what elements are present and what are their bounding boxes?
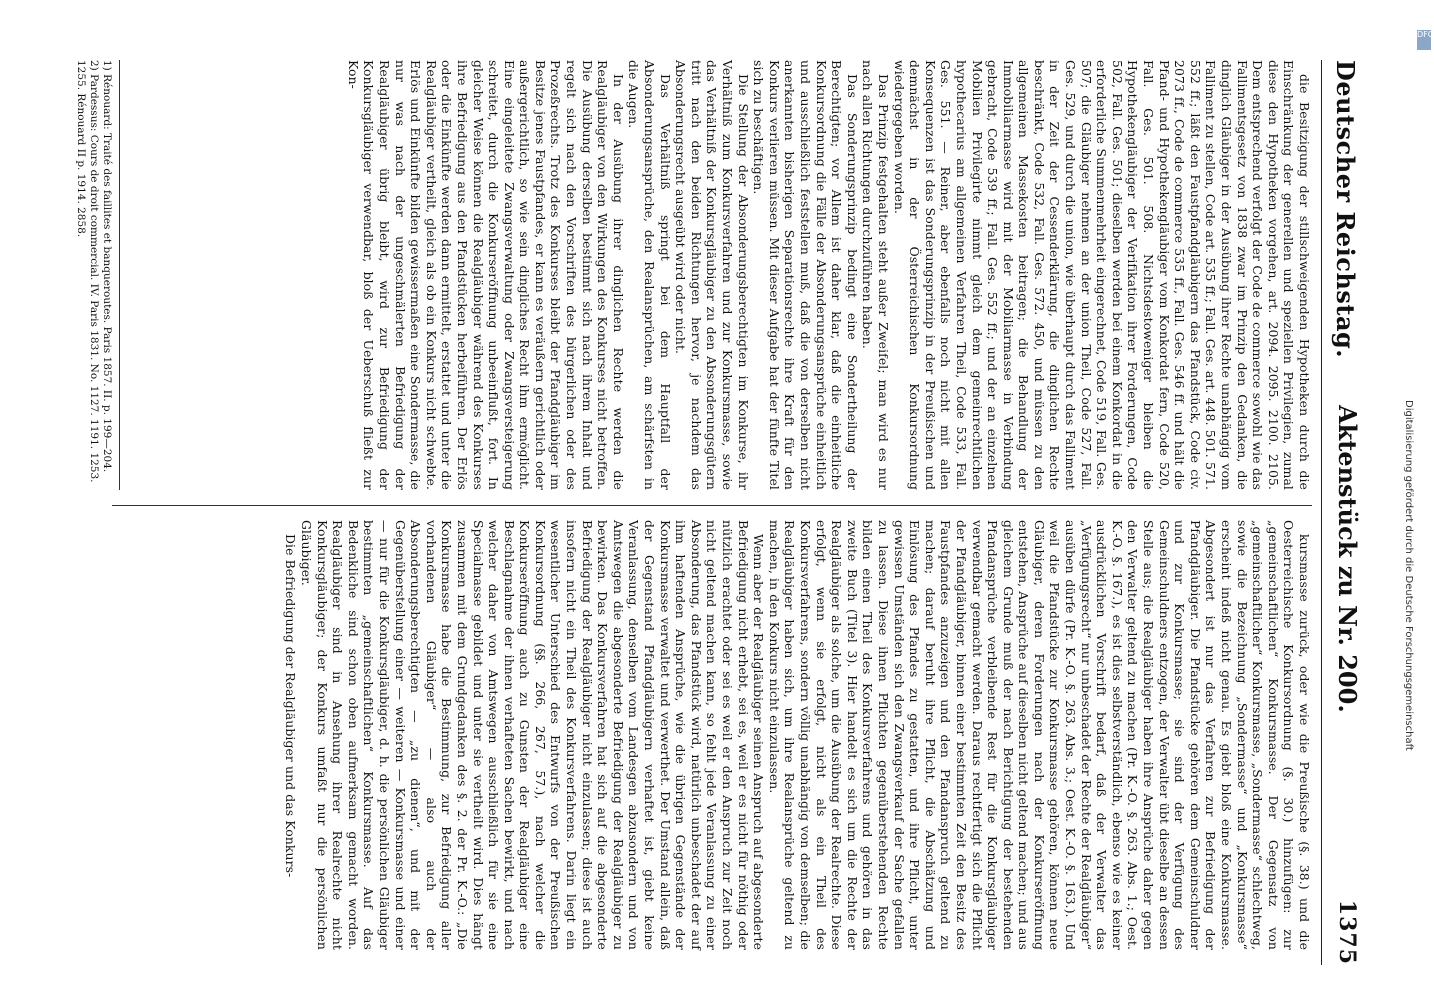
left-text-column: [345, 60, 1312, 490]
footnote: 1) Rénouard: Traité des faillites et banqueroutes. Paris 1857. II. p. 199—204.: [101, 60, 113, 473]
header-document-title: Aktenstück zu Nr. 200.: [1333, 405, 1362, 713]
paragraph: die Besitzigung der stillschweigenden Hypotheken durch die Einschränkung der generellen und speziellen Privilegien, zumal diese den Hypotheken vorgehen, art. 2094. 2095. 2100. 2105. Dem entsprechend verfolgt der Code de commerce sowohl wie das Fallimentsgesetz von 1838 zwar im Prinzip den Gedanken, die dinglich Gläubiger in der Ausübung ihrer Rechte unabhängig vom Falliment zu stellen, Code art. 535 ff.; Fall. Ges. art. 448. 501. 571. 552 ff.; läßt den Faustpfandgläubigern das Pfandstück, Code civ. 2073 ff., Code de commerce 535 ff., Fall. Ges. 546 ff. und hält die Pfand- und Hypothekengläubiger vom Konkordat fern, Code 520, Fall. Ges. 501. 508. Nichtsdestoweniger bleiben die Hypothekengläubiger der Verifikation ihrer Forderungen, Code 502, Fall. Ges. 501; dieselben werden bei einem Konkordat in die erforderliche Summenmehrheit eingerechnet, Code 519, Fall. Ges. 507; die Gläubiger nehmen an der union Theil, Code 527, Fall. Ges. 529, und durch die union, wie überhaupt durch das Falliment in der Zeit der Cessenderklärung, die dinglichen Rechte beschränkt, Code 532, Fall. Ges. 572. 450, und müssen zu den allgemeinen Massekosten beitragen; die Behandlung der Immobiliarmasse wird mit der Mobiliarmasse in Verbindung gebracht, Code 539 ff.; Fall. Ges. 552 ff.; und der an einzelnen Mobilien Privilegirte nimmt gleich dem gemeinrechtlichen hypothecarius am allgemeinen Verfahren Theil, Code 533, Fall. Ges. 551. — Reiner, aber ebenfalls noch nicht mit allen Konsequenzen ist das Sonderungsprinzip in der Preußischen und demnächst in der Österreichischen Konkursordnung wiedergegeben worden.: [891, 60, 1312, 490]
paragraph: Das Prinzip festgehalten steht außer Zweifel; man wird es nur nach allen Richtungen durchzuführen haben.: [860, 60, 891, 490]
dfg-logo-badge: DFG: [1417, 30, 1431, 50]
column-divider: [112, 505, 1312, 506]
paragraph: Das Verhältniß springt bei dem Hauptfall der Absonderungsansprüche, den Realansprüchen, am schärfsten in die Augen.: [626, 60, 673, 490]
right-text-column: [283, 520, 1312, 950]
paragraph: kursmasse zurück, oder wie die Preußische (§. 38.) und die Oesterreichische Konkursordnung (§. 30.) hinzufügen: zur „gemeinschaftlichen“ Konkursmasse. Der Gegensatz von „gemeinschaftlicher“ Konkursmasse, „Sondermasse“ schlechtweg, sowie die Bezeichnung „Sondermasse“ und „Konkursmasse“ erscheint indeß nicht genau. Es giebt bloß eine Konkursmasse. Abgesondert ist nur das Verfahren zur Befriedigung der Pfandgläubiger. Die Pfandstücke gehören dem Gemeinschuldner und zur Konkursmasse; sie sind der Verfügung des Gemeinschuldners entzogen, der Verwalter übt dieselbe an dessen Stelle aus; die Realgläubiger haben ihre Ansprüche daher gegen den Verwalter geltend zu machen (Pr. K.-O. §. 263. Abs. 1.; Oest. K.-O. §. 167.), es ist dies selbstverständlich, ebenso wie es keiner ausdrücklichen Vorschrift bedarf, daß der Verwalter das „Verfügungsrecht“ nur unbeschadet der Rechte der Realgläubiger“ ausüben dürfe (Pr. K.-O. §. 263. Abs. 3.; Oest. K.-O. §. 163.). Und weil die Pfandstücke zur Konkursmasse gehören, können neue Gläubiger, deren Forderungen nach der Konkurseröffnung entstehen, Ansprüche auf dieselben nicht geltend machen; und aus gleichem Grunde muß der nach Berichtigung der bestehenden Pfandansprüche verbleibende Rest für die Konkursgläubiger verwendbar gemacht werden. Daraus rechtfertigt sich die Pflicht der Pfandgläubiger, binnen einer bestimmten Zeit den Besitz des Faustpfandes anzuzeigen und den Pfandanspruch geltend zu machen; darauf beruht ihre Pflicht, die Abschätzung und Einlösung des Pfandes zu gestatten, und ihre Pflicht, unter gewissen Umständen sich den Zwangsverkauf der Sache gefallen zu lassen. Diese ihnen Pflichten gegenüberstehenden Rechte bilden einen Theil des Konkursverfahrens und gehören in das zweite Buch (Titel 3). Hier handelt es sich um die Rechte der Realgläubiger als solche, um die Ausübung der Realrechte. Diese erfolgt, wenn sie erfolgt, nicht als ein Theil des Konkursverfahrens, sondern völlig unabhängig von demselben; die Realgläubiger haben sich, um ihre Realansprüche geltend zu machen, in den Konkurs nicht einzulassen.: [766, 520, 1312, 951]
digitization-credit: Digitalisierung gefördert durch die Deutsche Forschungsgemeinschaft: [1403, 400, 1414, 751]
header-journal-title: Deutscher Reichstag.: [1331, 60, 1360, 359]
page-number: 1375: [1334, 899, 1360, 965]
paragraph: Wenn aber der Realgläubiger seinen Anspruch auf abgesonderte Befriedigung nicht erhebt, sei es, weil er es nicht für nöthig oder nützlich erachtet oder sei es weil er den Anspruch zur Zeit noch nicht geltend machen kann, so fehlt jede Veranlassung zu einer Absonderung, das Pfandstück wird, natürlich unbeschadet der auf ihm haftenden Ansprüche, wie die übrigen Gegenstände der Konkursmasse verwaltet und verwerthet. Der Umstand allein, daß der Gegenstand Pfandgläubigern verhaftet ist, giebt keine Veranlassung, denselben vom Landesgen abzusondern und von Amtswegen die abgesonderte Befriedigung der Realgläubiger zu bewirken. Das Konkursverfahren hat sich auf die abgesonderte Befriedigung der Realgläubiger nicht einzulassen; diese ist auch insofern nicht ein Theil des Konkursverfahrens. Darin liegt ein wesentlicher Unterschied des Entwurfs von der Preußischen Konkursordnung (§§. 266, 267, 57.), nach welcher die Konkurseröffnung auch zu Gunsten der Realgläubiger eine Beschlagnahme der ihnen verhafteten Sachen bewirkt, und nach welcher daher von Amtswegen ausschließlich für sie eine Specialmasse gebildet und unter sie vertheilt wird. Dies hängt zusammen mit dem Grundgedanken des §. 2. der Pr. K.-O.: „Die Konkursmasse habe die Bestimmung, zur Befriedigung aller vorhandenen Gläubiger“ — also auch der Absonderungsberechtigten — „zu dienen“, und mit der Gegenüberstellung einer — weiteren — Konkursmasse und einer — nur für die Konkursgläubiger, d. h. die persönlichen Gläubiger bestimmten „gemeinschaftlichen“ Konkursmasse. Auf das Bedenkliche sind schon oben aufmerksam gemacht worden. Realgläubiger sind in Ansehung ihrer Realrechte nicht Konkursgläubiger; der Konkurs umfaßt nur die persönlichen Gläubiger.: [299, 520, 767, 950]
paragraph: Die Stellung der Absonderungsberechtigten im Konkurse, ihr Verhältniß zum Konkursverfahren und zur Konkursmasse, sowie das Verhältniß der Konkursgläubiger zu den Absonderungsgütern tritt nach den beiden Richtungen hervor, je nachdem das Absonderungsrecht ausgeübt wird oder nicht.: [673, 60, 751, 490]
paragraph: Die Befriedigung der Realgläubiger und das Konkurs-: [283, 534, 299, 878]
paragraph: Das Sonderungsprinzip bedingt eine Sondertheilung der Berechtigten; vor Allem ist daher klar, daß die einheitliche Konkursordnung die Fälle der Absonderungsansprüche einheitlich und ausschließlich feststellen muß, daß die von derselben nicht anerkannten bisherigen Separationsrechte ihre Kraft für den Konkurs verlieren müssen. Mit dieser Aufgabe hat der fünfte Titel sich zu beschäftigen.: [751, 60, 860, 490]
page-header: [1321, 60, 1362, 965]
footnotes: [74, 60, 120, 490]
footnote: 2) Pardessus: Cours de droit commercial. IV. Paris 1831. No. 1127. 1191. 1253. 1255. Rénouard II p. 1914. 2858.: [75, 60, 100, 483]
paragraph: In der Ausübung ihrer dinglichen Rechte werden die Realgläubiger von den Wirkungen des Konkurses nicht betroffen. Die Ausübung derselben bestimmt sich nach ihrem Inhalt und regelt sich nach den Vorschriften des bürgerlichen oder des Prozeßrechts. Trotz des Konkurses bleibt der Pfandgläubiger im Besitze jenes Faustpfandes, er kann es veräußern gerichtlich oder außergerichtlich, so wie sein dingliches Recht ihm ermöglicht. Eine eingeleitete Zwangsverwaltung oder Zwangsversteigerung schreitet, durch die Konkurseröffnung unbeeinflußt, fort. In gleicher Weise können die Realgläubiger während des Konkurses ihre Befriedigung aus den Pfandstücken herbeiführen. Der Erlös oder die Einkünfte werden dann ermittelt, erstattet und unter die Realgläubiger vertheilt, gleich als ob ein Konkurs nicht schwebte. Erlös und Einkünfte bilden gewissermaßen eine Sondermasse, die nur was nach der ungeschmälerten Befriedigung der Realgläubiger übrig bleibt, wird zur Befriedigung der Konkursgläubiger verwendbar, bloß der Ueberschuß fließt zur Kon-: [345, 60, 626, 490]
